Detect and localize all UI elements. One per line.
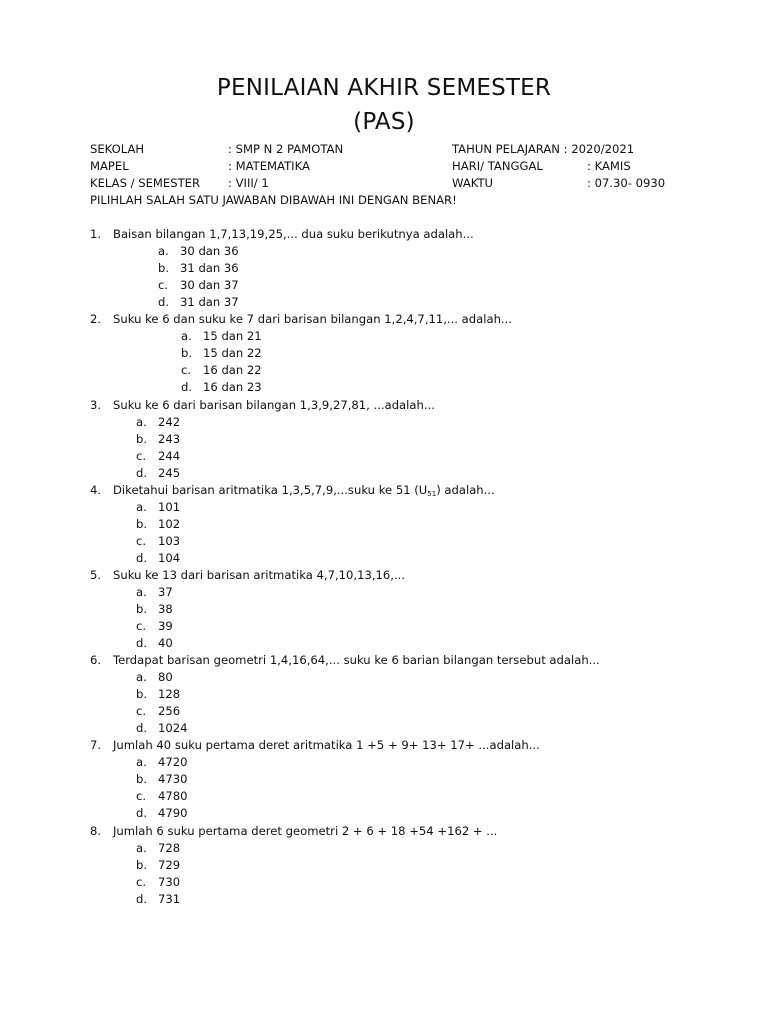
option-letter: b.: [136, 858, 148, 872]
question-text: Jumlah 6 suku pertama deret geometri 2 + 6 + 18 +54 +162 + ...: [113, 824, 498, 838]
option-letter: d.: [136, 466, 148, 480]
option-value: 128: [158, 687, 181, 701]
option-value: 30 dan 37: [180, 278, 239, 292]
option-letter: b.: [158, 261, 170, 275]
option-value: 4720: [158, 755, 188, 769]
waktu-label: WAKTU: [452, 176, 494, 190]
sekolah-value: : SMP N 2 PAMOTAN: [228, 142, 344, 156]
question-number: 4.: [90, 483, 102, 497]
option-value: 256: [158, 704, 181, 718]
option-value: 40: [158, 636, 173, 650]
option-value: 80: [158, 670, 173, 684]
option-letter: a.: [136, 755, 147, 769]
option-letter: d.: [181, 380, 193, 394]
question-text: Suku ke 6 dan suku ke 7 dari barisan bilangan 1,2,4,7,11,... adalah...: [113, 312, 512, 326]
question-text-part: Diketahui barisan aritmatika 1,3,5,7,9,...suku ke 51 (U: [113, 483, 428, 497]
tahun-pelajaran: TAHUN PELAJARAN : 2020/2021: [452, 142, 635, 156]
subscript: 51: [427, 490, 437, 498]
question-number: 6.: [90, 653, 102, 667]
option-value: 245: [158, 466, 181, 480]
option-letter: a.: [136, 585, 147, 599]
option-value: 243: [158, 432, 181, 446]
mapel-label: MAPEL: [90, 159, 129, 173]
question-text: Baisan bilangan 1,7,13,19,25,... dua suku berikutnya adalah...: [113, 227, 474, 241]
option-value: 101: [158, 500, 181, 514]
question-number: 8.: [90, 824, 102, 838]
option-value: 30 dan 36: [180, 244, 239, 258]
option-letter: d.: [136, 721, 148, 735]
option-letter: b.: [136, 772, 148, 786]
option-letter: a.: [136, 670, 147, 684]
option-letter: a.: [136, 415, 147, 429]
question-text: Suku ke 13 dari barisan aritmatika 4,7,10,13,16,...: [113, 568, 406, 582]
page-title: PENILAIAN AKHIR SEMESTER: [216, 75, 552, 101]
question-number: 1.: [90, 227, 102, 241]
option-letter: b.: [136, 432, 148, 446]
option-letter: b.: [136, 517, 148, 531]
option-value: 4780: [158, 789, 188, 803]
option-value: 731: [158, 892, 181, 906]
option-letter: d.: [136, 892, 148, 906]
instruction-text: PILIHLAH SALAH SATU JAWABAN DIBAWAH INI DENGAN BENAR!: [90, 193, 457, 207]
mapel-value: : MATEMATIKA: [228, 159, 310, 173]
option-value: 728: [158, 841, 181, 855]
option-letter: c.: [181, 363, 192, 377]
question-text-part: ) adalah...: [436, 483, 495, 497]
question-number: 7.: [90, 738, 102, 752]
kelas-label: KELAS / SEMESTER: [90, 176, 201, 190]
option-value: 4790: [158, 806, 188, 820]
option-value: 37: [158, 585, 173, 599]
kelas-value: : VIII/ 1: [228, 176, 269, 190]
question-text: Suku ke 6 dari barisan bilangan 1,3,9,27,81, ...adalah...: [113, 398, 435, 412]
option-letter: c.: [136, 875, 147, 889]
hari-value: : KAMIS: [587, 159, 631, 173]
option-letter: d.: [136, 636, 148, 650]
option-letter: b.: [136, 602, 148, 616]
option-value: 16 dan 22: [203, 363, 262, 377]
option-letter: d.: [136, 806, 148, 820]
option-value: 729: [158, 858, 181, 872]
question-text: Jumlah 40 suku pertama deret aritmatika 1 +5 + 9+ 13+ 17+ ...adalah...: [113, 738, 540, 752]
option-value: 104: [158, 551, 181, 565]
option-letter: c.: [136, 619, 147, 633]
option-value: 4730: [158, 772, 188, 786]
option-letter: c.: [158, 278, 169, 292]
option-letter: a.: [181, 329, 192, 343]
question-text: Terdapat barisan geometri 1,4,16,64,... suku ke 6 barian bilangan tersebut adalah...: [113, 653, 600, 667]
option-value: 242: [158, 415, 181, 429]
option-letter: d.: [158, 295, 170, 309]
option-value: 15 dan 22: [203, 346, 262, 360]
option-value: 16 dan 23: [203, 380, 262, 394]
question-number: 3.: [90, 398, 102, 412]
option-letter: a.: [136, 841, 147, 855]
option-value: 38: [158, 602, 173, 616]
question-number: 2.: [90, 312, 102, 326]
option-letter: a.: [158, 244, 169, 258]
hari-label: HARI/ TANGGAL: [452, 159, 543, 173]
question-number: 5.: [90, 568, 102, 582]
option-letter: c.: [136, 534, 147, 548]
option-letter: c.: [136, 449, 147, 463]
option-value: 103: [158, 534, 181, 548]
option-value: 102: [158, 517, 181, 531]
option-letter: b.: [181, 346, 193, 360]
option-value: 31 dan 37: [180, 295, 239, 309]
option-letter: c.: [136, 704, 147, 718]
option-letter: d.: [136, 551, 148, 565]
option-value: 244: [158, 449, 181, 463]
sekolah-label: SEKOLAH: [90, 142, 145, 156]
option-value: 15 dan 21: [203, 329, 262, 343]
option-value: 1024: [158, 721, 188, 735]
option-letter: c.: [136, 789, 147, 803]
option-value: 31 dan 36: [180, 261, 239, 275]
option-value: 39: [158, 619, 173, 633]
option-value: 730: [158, 875, 181, 889]
option-letter: b.: [136, 687, 148, 701]
waktu-value: : 07.30- 0930: [587, 176, 666, 190]
option-letter: a.: [136, 500, 147, 514]
page-subtitle: (PAS): [353, 109, 415, 135]
